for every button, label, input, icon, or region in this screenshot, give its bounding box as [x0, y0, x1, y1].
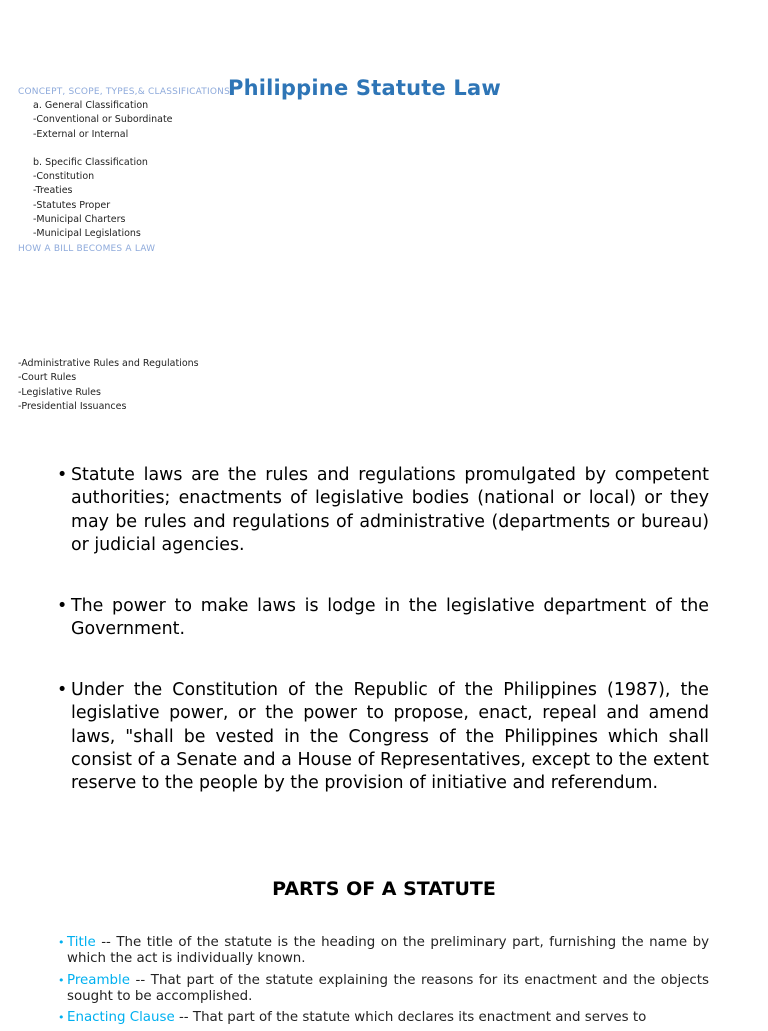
- outline-item: -Court Rules: [18, 372, 77, 384]
- parts-list: [58, 935, 709, 1031]
- bullet-marker: •: [57, 465, 68, 485]
- bullet-marker: •: [57, 596, 68, 616]
- outline-subitem: -Municipal Charters: [33, 214, 126, 226]
- outline-subitem: -Statutes Proper: [33, 199, 111, 211]
- part-term[interactable]: Preamble: [67, 972, 130, 988]
- part-term[interactable]: Title: [67, 935, 96, 950]
- document-title: Philippine Statute Law: [228, 76, 501, 100]
- outline-heading-bill[interactable]: HOW A BILL BECOMES A LAW: [18, 243, 156, 254]
- outline-subitem: -Constitution: [33, 171, 95, 183]
- bullet-item: [57, 595, 709, 642]
- outline-subitem: -External or Internal: [33, 128, 129, 140]
- part-description: -- The title of the statute is the heading on the preliminary part, furnishing the name by which the act is individually known.: [67, 935, 709, 967]
- section-heading: PARTS OF A STATUTE: [272, 878, 496, 900]
- outline-subitem: -Municipal Legislations: [33, 228, 141, 240]
- outline-subitem: -Treaties: [33, 185, 73, 197]
- part-item: [58, 1010, 709, 1026]
- outline-item-specific: b. Specific Classification: [33, 156, 148, 168]
- part-description: -- That part of the statute which declares its enactment and serves to: [174, 1010, 647, 1026]
- bullet-item: [57, 679, 709, 795]
- outline-item-general: a. General Classification: [33, 100, 149, 111]
- bullet-text: Statute laws are the rules and regulations promulgated by competent authorities; enactments of legislative bodies (national or local) or they may be rules and regulations of administrative (departments or bureau) or judicial agencies.: [71, 465, 709, 555]
- bullet-marker: •: [58, 1011, 65, 1025]
- bullet-item: [57, 464, 709, 557]
- outline-heading-concept[interactable]: CONCEPT, SCOPE, TYPES,& CLASSIFICATIONS: [18, 87, 230, 97]
- bullet-marker: •: [58, 936, 65, 949]
- part-term[interactable]: Enacting Clause: [67, 1010, 175, 1026]
- outline-other: [18, 357, 199, 414]
- bullet-text: The power to make laws is lodge in the legislative department of the Government.: [71, 596, 709, 640]
- part-item: [58, 973, 709, 1006]
- part-item: [58, 935, 709, 968]
- outline-item: -Presidential Issuances: [18, 400, 127, 412]
- bullet-marker: •: [58, 973, 65, 987]
- part-description: -- That part of the statute explaining the reasons for its enactment and the objects sought to be accomplished.: [67, 972, 709, 1004]
- outline-subitem: -Conventional or Subordinate: [33, 114, 173, 126]
- bullet-marker: •: [57, 680, 68, 700]
- bullet-text: Under the Constitution of the Republic of the Philippines (1987), the legislative power, or the power to propose, enact, repeal and amend laws, "shall be vested in the Congress of the Philippines which shall consist of a Senate and a House of Representatives, except to the extent reserve to the people by the provision of initiative and referendum.: [71, 680, 709, 794]
- outline-item: -Legislative Rules: [18, 386, 101, 398]
- outline: [18, 85, 318, 256]
- outline-item: -Administrative Rules and Regulations: [18, 358, 199, 369]
